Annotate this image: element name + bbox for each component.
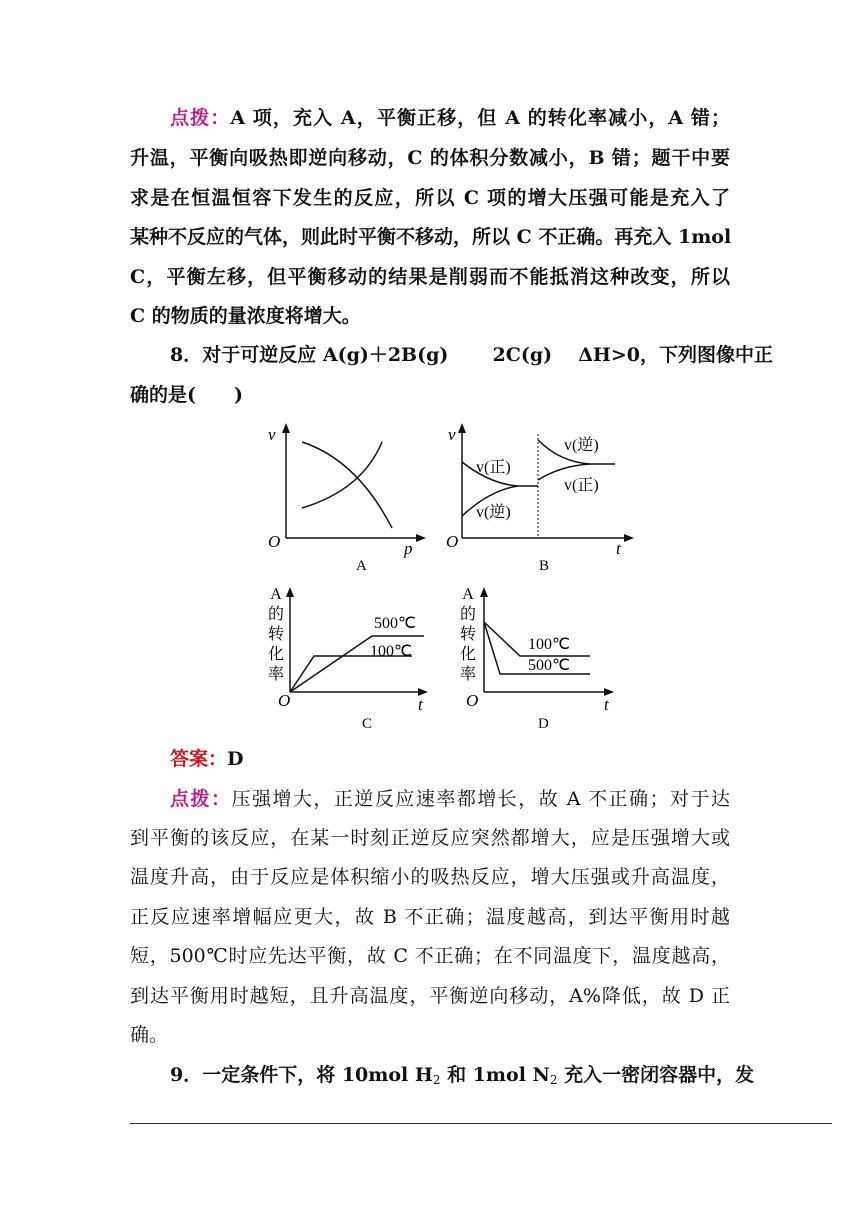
x-axis-label: t [604, 695, 609, 714]
hint2-line-2: 到平衡的该反应，在某一时刻正逆反应突然都增大，应是压强增大或 [130, 827, 730, 849]
answer-line [170, 746, 730, 772]
svg-text:率: 率 [459, 666, 477, 683]
label-100: 100℃ [370, 643, 412, 660]
svg-text:的: 的 [459, 606, 477, 623]
svg-text:率: 率 [267, 666, 285, 683]
label-500: 500℃ [528, 657, 570, 674]
answer-value: D [227, 748, 244, 770]
hint2-line-6: 到达平衡用时越短，且升高温度，平衡逆向移动，A%降低，故 D 正 [130, 985, 730, 1007]
graph-b [440, 420, 640, 575]
origin-label: O [466, 691, 479, 710]
y-axis-label: v [268, 425, 276, 444]
hint2-line-7: 确。 [130, 1024, 169, 1046]
origin-label: O [446, 532, 459, 551]
hint1-line-5: C，平衡左移，但平衡移动的结果是削弱而不能抵消这种改变，所以 [130, 266, 730, 288]
x-axis-label: t [418, 695, 423, 714]
label-forward-1: v(正) [476, 459, 511, 476]
hint2-line-4: 正反应速率增幅应更大，故 B 不正确；温度越高，到达平衡用时越 [130, 906, 730, 928]
graph-a [262, 420, 432, 575]
origin-label: O [268, 532, 281, 551]
curve-decreasing [302, 442, 392, 528]
graph-caption: C [362, 716, 373, 732]
svg-text:转: 转 [267, 626, 285, 643]
label-forward-2: v(正) [564, 477, 599, 494]
footer-rule [130, 1123, 832, 1124]
curve-100 [290, 656, 412, 692]
y-axis-label: v [448, 425, 456, 444]
answer-label: 答案： [170, 748, 228, 770]
svg-text:A: A [270, 586, 282, 603]
hint1-line-1: 点拨：A 项，充入 A，平衡正移，但 A 的转化率减小，A 错； [170, 107, 730, 129]
hint1-line-3: 求是在恒温恒容下发生的反应，所以 C 项的增大压强可能是充入了 [130, 187, 730, 209]
hint2-line-1: 点拨：压强增大，正逆反应速率都增长，故 A 不正确；对于达 [170, 788, 730, 810]
hint2-line-3: 温度升高，由于反应是体积缩小的吸热反应，增大压强或升高温度， [130, 866, 730, 888]
question9-line: 9．一定条件下，将 10mol $H_2$ 和 1mol $N_2$ 充入一密闭容器中，发 [170, 1064, 755, 1087]
graph-caption: B [539, 558, 550, 574]
question8-line-2: 确的是( ) [130, 384, 243, 406]
origin-label: O [278, 691, 291, 710]
x-axis-label: t [616, 539, 621, 558]
svg-text:A: A [462, 586, 474, 603]
question8-line-1: 8．对于可逆反应 A(g)＋2B(g) 2C(g) ΔH>0，下列图像中正 [170, 344, 774, 366]
hint1-line-2: 升温，平衡向吸热即逆向移动，C 的体积分数减小，B 错；题干中要 [130, 147, 730, 169]
svg-text:化: 化 [267, 646, 285, 663]
label-100: 100℃ [528, 636, 570, 653]
label-reverse-2: v(逆) [564, 437, 599, 454]
y-axis-label [268, 586, 284, 683]
y-axis-label [460, 586, 476, 683]
svg-text:的: 的 [267, 606, 285, 623]
svg-text:化: 化 [459, 646, 477, 663]
svg-text:转: 转 [459, 626, 477, 643]
graph-d [448, 582, 623, 732]
label-reverse-1: v(逆) [476, 504, 511, 521]
graph-caption: D [538, 716, 549, 732]
label-500: 500℃ [374, 615, 416, 632]
hint1-line-4: 某种不反应的气体，则此时平衡不移动，所以 C 不正确。再充入 1mol [130, 226, 732, 248]
hint-label: 点拨： [170, 788, 232, 810]
hint2-line-5: 短，500℃时应先达平衡，故 C 不正确；在不同温度下，温度越高， [130, 945, 730, 967]
x-axis-label: p [404, 539, 413, 558]
hint1-line-6: C 的物质的量浓度将增大。 [130, 305, 361, 327]
hint-label: 点拨： [170, 107, 231, 129]
graph-caption: A [356, 558, 367, 574]
curve-increasing [302, 442, 382, 508]
graph-c [262, 582, 437, 732]
